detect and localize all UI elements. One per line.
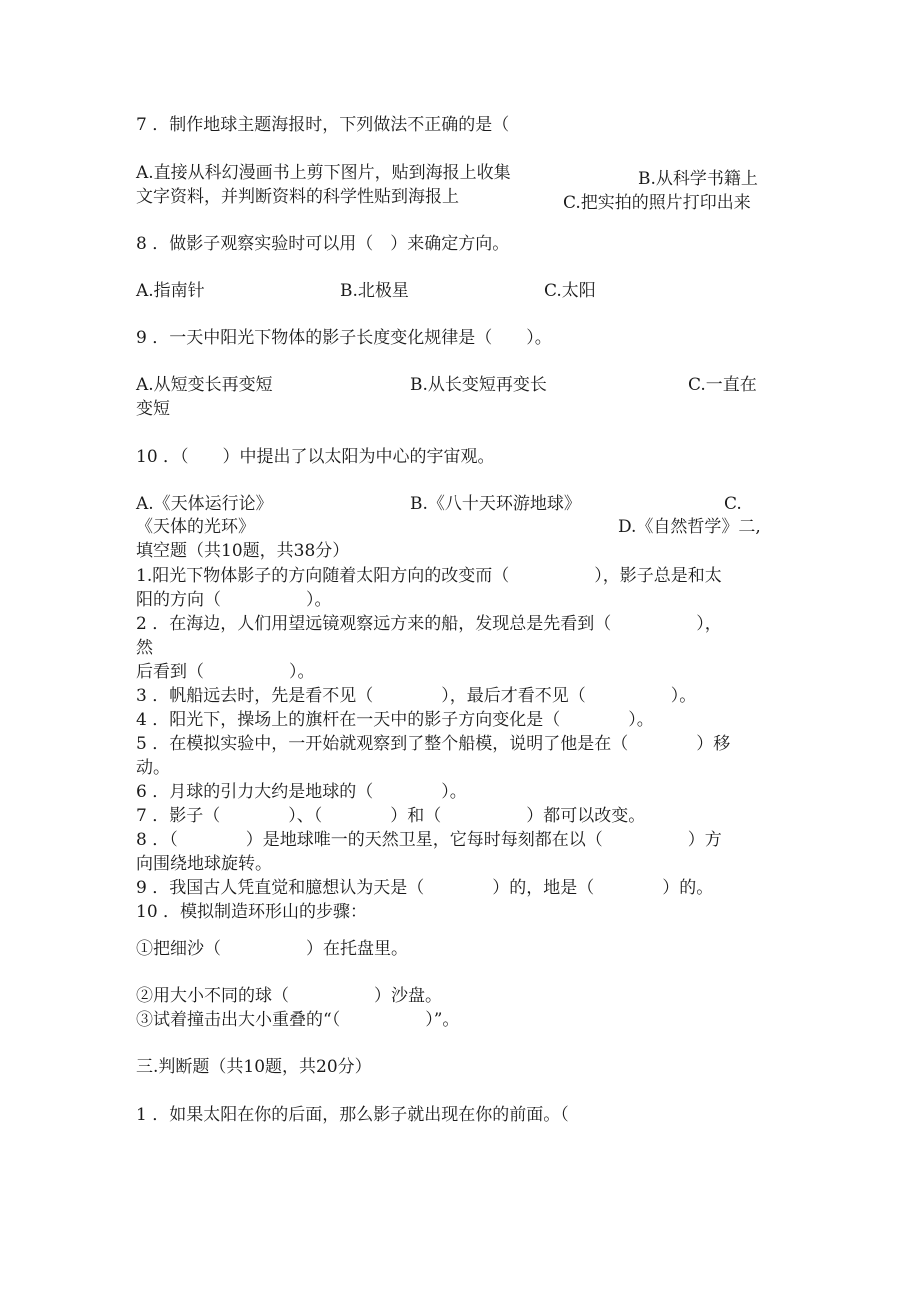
q8-option-a: A.指南针 bbox=[136, 281, 205, 301]
q10-option-a: A.《天体运行论》 bbox=[136, 494, 273, 514]
q10-stem: 10 ．（ ）中提出了以太阳为中心的宇宙观。 bbox=[136, 447, 495, 467]
q8-option-b: B.北极星 bbox=[340, 281, 409, 301]
q10-option-c-line2: 《天体的光环》 bbox=[136, 517, 255, 537]
section3-header: 三.判断题（共10题，共20分） bbox=[136, 1057, 372, 1077]
fill-9: 9 ．我国古人凭直觉和臆想认为天是（ ）的，地是（ ）的。 bbox=[136, 878, 714, 898]
q10-option-b: B.《八十天环游地球》 bbox=[410, 494, 581, 514]
q7-option-c: C.把实拍的照片打印出来 bbox=[563, 193, 751, 213]
fill-10-step2: ②用大小不同的球（ ）沙盘。 bbox=[136, 986, 442, 1006]
fill-10: 10 ．模拟制造环形山的步骤： bbox=[136, 902, 368, 922]
fill-10-step3: ③试着撞击出大小重叠的“（ ）”。 bbox=[136, 1010, 460, 1030]
q7-option-a-line1: A.直接从科幻漫画书上剪下图片，贴到海报上收集 bbox=[136, 163, 511, 183]
q9-stem: 9 ．一天中阳光下物体的影子长度变化规律是（ ）。 bbox=[136, 328, 552, 348]
q9-option-c-line2: 变短 bbox=[136, 399, 170, 419]
q8-option-c: C.太阳 bbox=[544, 281, 596, 301]
q10-option-d: D.《自然哲学》二, bbox=[618, 517, 761, 537]
q10-option-c-line1: C. bbox=[724, 494, 742, 514]
fill-10-step1: ①把细沙（ ）在托盘里。 bbox=[136, 939, 408, 959]
q9-option-c-line1: C.一直在 bbox=[688, 375, 757, 395]
fill-2-line3: 后看到（ ）。 bbox=[136, 662, 315, 682]
section2-header: 填空题（共10题，共38分） bbox=[136, 541, 350, 561]
fill-1-line1: 1.阳光下物体影子的方向随着太阳方向的改变而（ ），影子总是和太 bbox=[136, 566, 722, 586]
fill-1-line2: 阳的方向（ ）。 bbox=[136, 590, 332, 610]
q8-stem: 8 ．做影子观察实验时可以用（ ）来确定方向。 bbox=[136, 234, 510, 254]
q7-option-a-line2: 文字资料，并判断资料的科学性贴到海报上 bbox=[136, 187, 459, 207]
fill-8-line1: 8 ．（ ）是地球唯一的天然卫星，它每时每刻都在以（ ）方 bbox=[136, 830, 722, 850]
fill-2-line1: 2 ．在海边，人们用望远镜观察远方来的船，发现总是先看到（ ）， bbox=[136, 614, 722, 634]
fill-2-line2: 然 bbox=[136, 638, 153, 658]
fill-8-line2: 向围绕地球旋转。 bbox=[136, 854, 272, 874]
fill-3: 3 ．帆船远去时，先是看不见（ ），最后才看不见（ ）。 bbox=[136, 686, 697, 706]
q7-stem: 7 ．制作地球主题海报时，下列做法不正确的是（ bbox=[136, 115, 510, 135]
fill-5-line2: 动。 bbox=[136, 758, 170, 778]
fill-6: 6 ．月球的引力大约是地球的（ ）。 bbox=[136, 782, 467, 802]
fill-4: 4 ．阳光下，操场上的旗杆在一天中的影子方向变化是（ ）。 bbox=[136, 710, 654, 730]
fill-7: 7 ．影子（ ）、（ ）和（ ）都可以改变。 bbox=[136, 806, 646, 826]
q7-option-b: B.从科学书籍上 bbox=[638, 169, 758, 189]
q9-option-a: A.从短变长再变短 bbox=[136, 375, 273, 395]
q9-option-b: B.从长变短再变长 bbox=[410, 375, 547, 395]
fill-5-line1: 5 ．在模拟实验中，一开始就观察到了整个船模，说明了他是在（ ）移 bbox=[136, 734, 731, 754]
judge-1: 1 ．如果太阳在你的后面，那么影子就出现在你的前面。（ bbox=[136, 1105, 569, 1125]
